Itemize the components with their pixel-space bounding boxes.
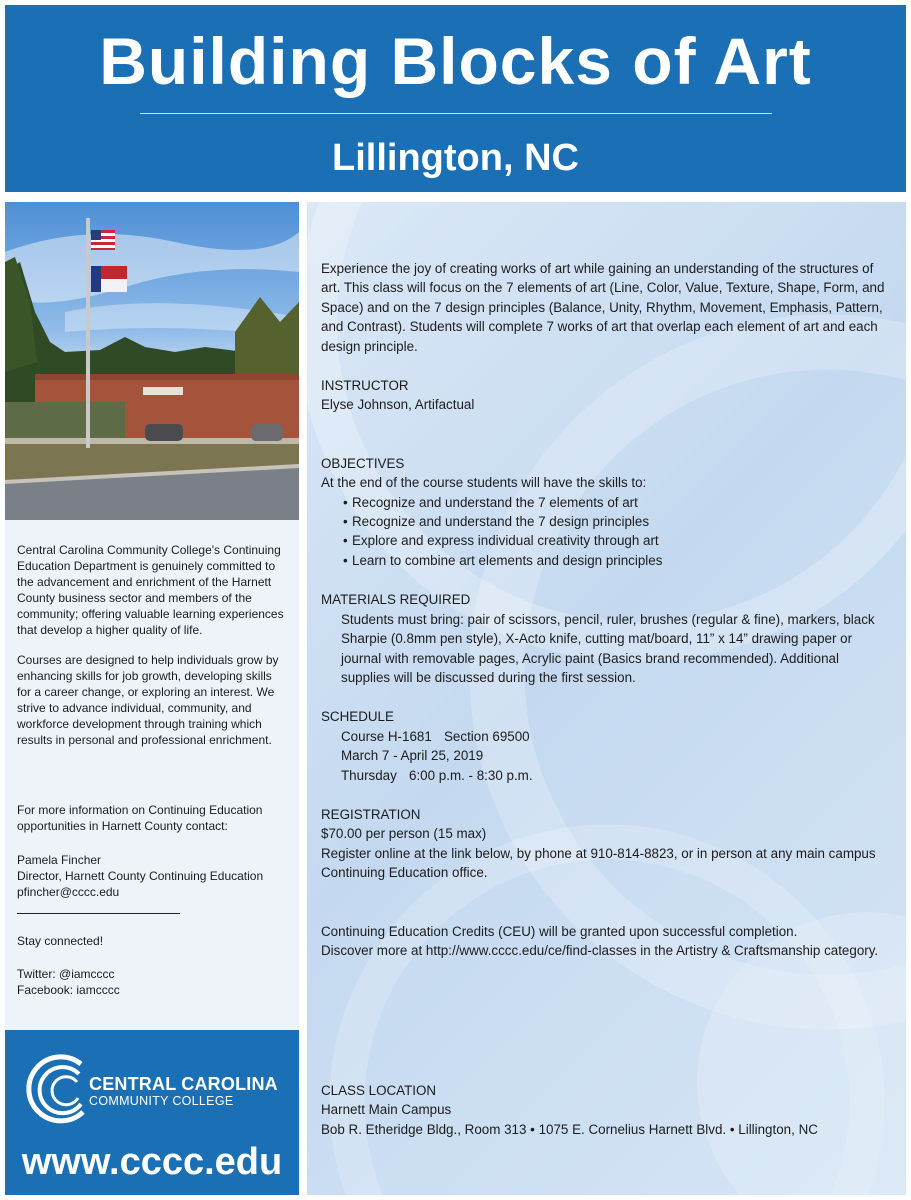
facebook-handle[interactable]: Facebook: iamcccc — [17, 983, 120, 997]
more-info-text: For more information on Continuing Education opportunities in Harnett County contact: — [17, 803, 263, 833]
list-item: • Explore and express individual creativity through art — [343, 531, 891, 550]
registration-heading: REGISTRATION — [321, 806, 421, 822]
campus-photo-illustration — [5, 202, 299, 520]
logo-name-line2: COMMUNITY COLLEGE — [89, 1094, 234, 1108]
course-description: Experience the joy of creating works of art while gaining an understanding of the structures of art. This class will focus on the 7 elements of art (Line, Color, Value, Texture, Shape, Form, and Space) and on the 7 design principles (Balance, Unity, Rhythm, Movement, Emphasis, Pattern, and Contrast). Students will complete 7 works of art that overlap each element of art and each design principle. — [321, 261, 885, 354]
objectives-heading: OBJECTIVES — [321, 455, 405, 471]
section-number: Section 69500 — [444, 728, 530, 744]
website-link[interactable]: www.cccc.edu — [21, 1141, 283, 1183]
schedule-day: Thursday — [341, 767, 397, 783]
schedule-dates: March 7 - April 25, 2019 — [341, 748, 484, 764]
objectives-list — [321, 493, 891, 571]
course-details — [321, 259, 891, 960]
list-item: • Recognize and understand the 7 elements of art — [343, 493, 891, 512]
sidebar-divider — [17, 913, 180, 914]
stay-connected-text: Stay connected! — [17, 934, 104, 948]
contact-name: Pamela Fincher — [17, 853, 102, 867]
page-subtitle: Lillington, NC — [332, 137, 579, 179]
location-address: Bob R. Etheridge Bldg., Room 313 • 1075 E. Cornelius Harnett Blvd. • Lillington, NC — [321, 1121, 818, 1137]
header-banner — [5, 5, 906, 192]
list-item: • Learn to combine art elements and design principles — [343, 551, 891, 570]
discover-more-text: Discover more at http://www.cccc.edu/ce/find-classes in the Artistry & Craftsmanship category. — [321, 942, 879, 958]
ceu-note: Continuing Education Credits (CEU) will be granted upon successful completion. — [321, 923, 798, 939]
objectives-intro: At the end of the course students will have the skills to: — [321, 475, 647, 491]
class-location — [321, 1081, 891, 1139]
schedule-course-row — [321, 727, 891, 746]
college-logo-panel — [5, 1030, 299, 1195]
location-name: Harnett Main Campus — [321, 1102, 452, 1118]
registration-details: Register online at the link below, by phone at 910-814-8823, or in person at any main campus Continuing Education office. — [321, 845, 876, 881]
contact-email[interactable]: pfincher@cccc.edu — [17, 885, 120, 899]
materials-heading: MATERIALS REQUIRED — [321, 592, 471, 608]
page-title: Building Blocks of Art — [99, 24, 812, 98]
courses-paragraph: Courses are designed to help individuals grow by enhancing skills for job growth, developing skills for a career change, or exploring an interest. We strive to advance individual, community, and workforce development through training which results in personal and professional enrichment. — [17, 653, 279, 747]
schedule-time: 6:00 p.m. - 8:30 p.m. — [409, 767, 533, 783]
location-heading: CLASS LOCATION — [321, 1083, 437, 1098]
instructor-heading: INSTRUCTOR — [321, 378, 409, 394]
sidebar-info-panel — [5, 520, 299, 1030]
intro-paragraph: Central Carolina Community College's Continuing Education Department is genuinely committed to the advancement and enrichment of the Harnett County business sector and members of the community; offering valuable learning experiences that develop a higher quality of life. — [17, 543, 284, 637]
contact-title: Director, Harnett County Continuing Education — [17, 869, 264, 883]
logo-name-line1: CENTRAL CAROLINA — [89, 1074, 278, 1094]
college-logo-icon — [21, 1054, 91, 1130]
twitter-handle[interactable]: Twitter: @iamcccc — [17, 967, 115, 981]
materials-list: Students must bring: pair of scissors, pencil, ruler, brushes (regular & fine), markers, black Sharpie (0.8mm pen style), X-Acto knife, cutting mat/board, 11” x 14” drawing paper or journal with removable pages, Acrylic paint (Basics brand recommended). Additional supplies will be discussed during the first session. — [341, 611, 875, 685]
schedule-time-row — [321, 766, 891, 785]
course-number: Course H-1681 — [341, 728, 432, 744]
list-item: • Recognize and understand the 7 design principles — [343, 512, 891, 531]
title-divider — [140, 113, 772, 114]
schedule-heading: SCHEDULE — [321, 709, 394, 725]
registration-price: $70.00 per person (15 max) — [321, 826, 487, 842]
campus-photo — [5, 202, 299, 520]
instructor-name: Elyse Johnson, Artifactual — [321, 397, 475, 413]
